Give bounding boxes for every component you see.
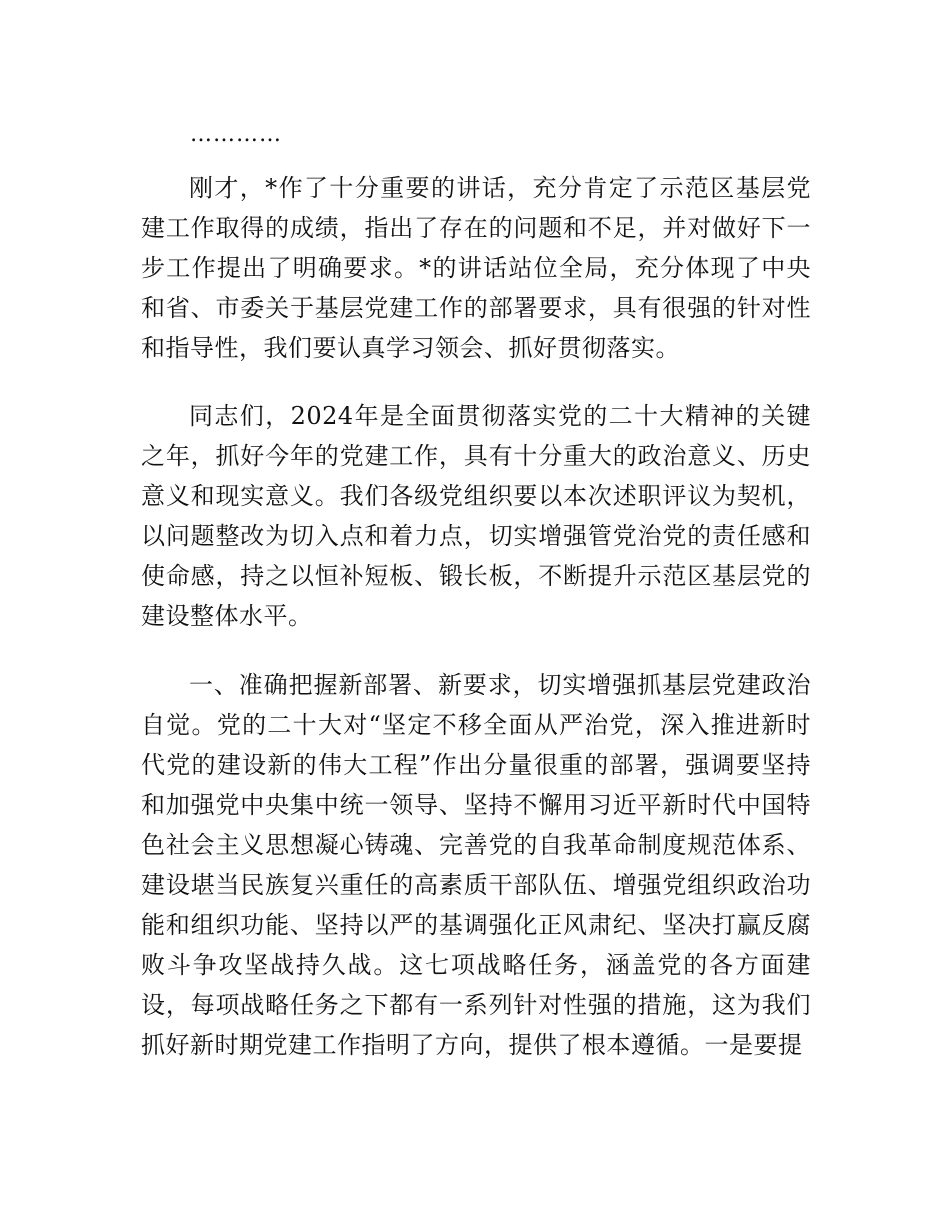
paragraph-1-block [141, 168, 811, 368]
paragraph-3: 一、准确把握新部署、新要求，切实增强抓基层党建政治自觉。党的二十大对“坚定不移全面从严治党，深入推进新时代党的建设新的伟大工程”作出分量很重的部署，强调要坚持和加强党中央集中统一领导、坚持不懈用习近平新时代中国特色社会主义思想凝心铸魂、完善党的自我革命制度规范体系、建设堪当民族复兴重任的高素质干部队伍、增强党组织政治功能和组织功能、坚持以严的基调强化正风肃纪、坚决打赢反腐败斗争攻坚战持久战。这七项战略任务，涵盖党的各方面建设，每项战略任务之下都有一系列针对性强的措施，这为我们抓好新时期党建工作指明了方向，提供了根本遵循。一是要提 [141, 671, 811, 1059]
paragraph-3-block [141, 665, 811, 1065]
paragraph-2-block [141, 396, 811, 636]
paragraph-1: 刚才，*作了十分重要的讲话，充分肯定了示范区基层党建工作取得的成绩，指出了存在的问题和不足，并对做好下一步工作提出了明确要求。*的讲话站位全局，充分体现了中央和省、市委关于基层党建工作的部署要求，具有很强的针对性和指导性，我们要认真学习领会、抓好贯彻落实。 [141, 174, 811, 362]
paragraph-2: 同志们，2024年是全面贯彻落实党的二十大精神的关键之年，抓好今年的党建工作，具有十分重大的政治意义、历史意义和现实意义。我们各级党组织要以本次述职评议为契机，以问题整改为切入点和着力点，切实增强管党治党的责任感和使命感，持之以恒补短板、锻长板，不断提升示范区基层党的建设整体水平。 [141, 402, 811, 630]
ellipsis-marker: ………… [190, 122, 282, 147]
